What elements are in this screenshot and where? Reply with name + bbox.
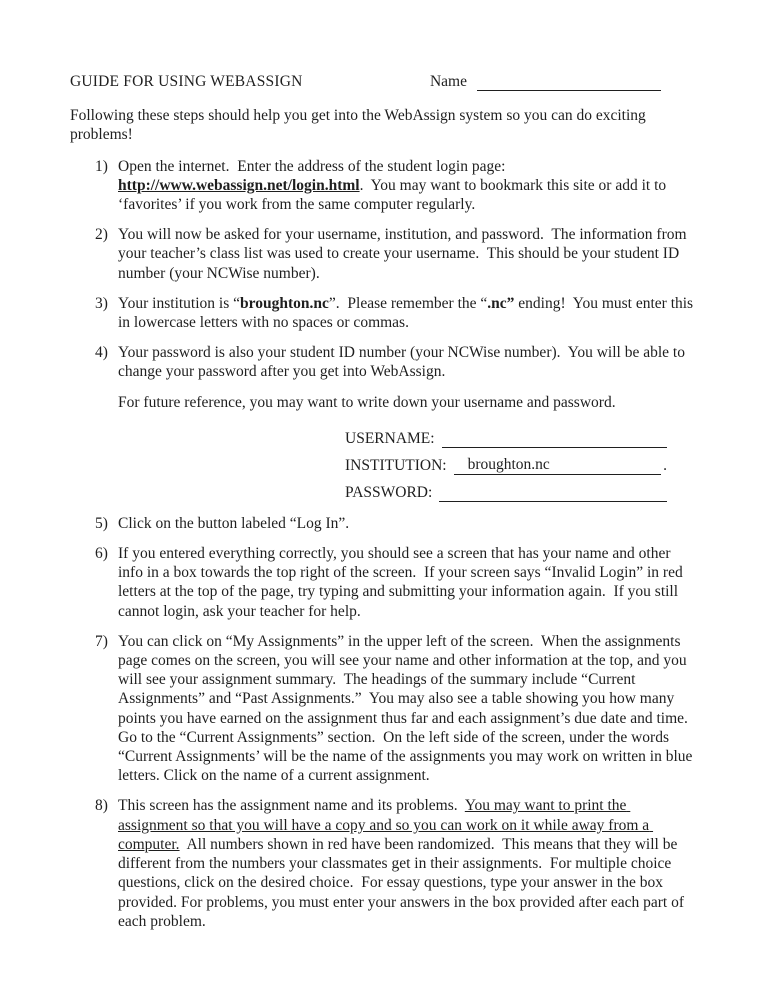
print-advice: You may want to print the assignment so that you will have a copy and so you can work on it while away from a computer.	[118, 797, 654, 853]
step3-text-middle: ”. Please remember the “	[328, 294, 488, 312]
step1-text-continued: . You may want to bookmark this site or add it to ‘favorites’ if you work from the same computer regularly.	[118, 176, 670, 214]
credentials-form	[345, 419, 698, 502]
name-label: Name	[429, 73, 467, 90]
credential-value-institution: broughton.nc	[467, 455, 550, 473]
item-text	[118, 157, 698, 215]
page-title: GUIDE FOR USING WEBASSIGN	[70, 73, 303, 90]
steps-5-to-8	[70, 514, 698, 931]
credential-line-institution	[345, 448, 667, 475]
item-text	[118, 294, 698, 332]
item-text	[118, 225, 698, 283]
list-item-step-5	[95, 514, 698, 533]
credential-label-password: PASSWORD:	[345, 483, 433, 501]
nc-ending: .nc”	[487, 294, 515, 312]
step3-text: Your institution is “	[118, 294, 241, 312]
list-item-step-4	[95, 343, 698, 381]
list-item-step-2	[95, 225, 698, 283]
list-item-step-1	[95, 157, 698, 215]
item-text	[118, 796, 698, 930]
item-number: 8)	[95, 797, 108, 815]
item-text	[118, 544, 698, 621]
item-text	[118, 514, 698, 533]
credential-label-username: USERNAME:	[345, 429, 435, 447]
item-number: 3)	[95, 294, 108, 312]
credential-blank-line-password	[439, 485, 667, 502]
step1-text: Open the internet. Enter the address of the student login page:	[118, 157, 510, 175]
step6-text: If you entered everything correctly, you should see a screen that has your name and other info in a box towards the top right of the screen. If your screen says “Invalid Login” in red letters at the top of the page, try typing and submitting your information again. If you still cannot login, ask your teacher for help.	[118, 545, 687, 620]
credential-label-institution: INSTITUTION:	[345, 456, 447, 474]
list-item-step-6	[95, 544, 698, 621]
institution-value: broughton.nc	[240, 294, 329, 312]
list-item-step-7	[95, 632, 698, 786]
list-item-step-8	[95, 796, 698, 930]
item-number: 7)	[95, 632, 108, 650]
step8-text-continued: All numbers shown in red have been randomized. This means that they will be different from the numbers your classmates get in their assignments. For multiple choice questions, click on the desired choice. For essay questions, type your answer in the box provided. For problems, you must enter your answers in the box provided after each part of each problem.	[118, 835, 688, 930]
name-field-group	[430, 72, 661, 91]
item-number: 4)	[95, 344, 108, 362]
item-text	[118, 632, 698, 786]
steps-1-to-4	[70, 157, 698, 382]
document-header	[70, 72, 698, 91]
item-text	[118, 343, 698, 381]
credentials-note: For future reference, you may want to write down your username and password.	[118, 393, 616, 411]
step2-text: You will now be asked for your username, institution, and password. The information from your teacher’s class list was used to create your username. This should be your student ID number (your NCWise number).	[118, 226, 691, 282]
item-number: 5)	[95, 514, 108, 532]
credential-suffix-institution: .	[663, 456, 667, 474]
name-blank-line	[477, 74, 661, 91]
intro-paragraph: Following these steps should help you get into the WebAssign system so you can do exciting problems!	[70, 107, 650, 144]
step8-text: This screen has the assignment name and its problems.	[118, 797, 465, 815]
item-number: 1)	[95, 157, 108, 175]
step5-text: Click on the button labeled “Log In”.	[118, 514, 350, 532]
step3-text-end: ending! You must enter this in lowercase letters with no spaces or commas.	[118, 294, 697, 332]
step7-text: You can click on “My Assignments” in the upper left of the screen. When the assignments page comes on the screen, you will see your name and other information at the top, and you will see your assignment summary. The headings of the summary include “Current Assignments” and “Past Assignments.” You may also see a table showing you how many points you have earned on the assignment thus far and each assignment’s due date and time. Go to the “Current Assignments” section. On the left side of the screen, under the words “Current Assignments’ will be the name of the assignments you may work on written in blue letters. Click on the name of a current assignment.	[118, 632, 697, 785]
step4-text: Your password is also your student ID number (your NCWise number). You will be able to change your password after you get into WebAssign.	[118, 344, 689, 381]
credentials-block	[118, 393, 698, 502]
list-item-step-3	[95, 294, 698, 332]
webassign-login-url: http://www.webassign.net/login.html	[118, 176, 360, 194]
credential-blank-line-institution	[454, 455, 662, 475]
credential-line-password	[345, 475, 667, 502]
credential-line-username	[345, 421, 667, 448]
item-number: 2)	[95, 226, 108, 244]
item-number: 6)	[95, 545, 108, 563]
credential-blank-line-username	[442, 431, 667, 448]
